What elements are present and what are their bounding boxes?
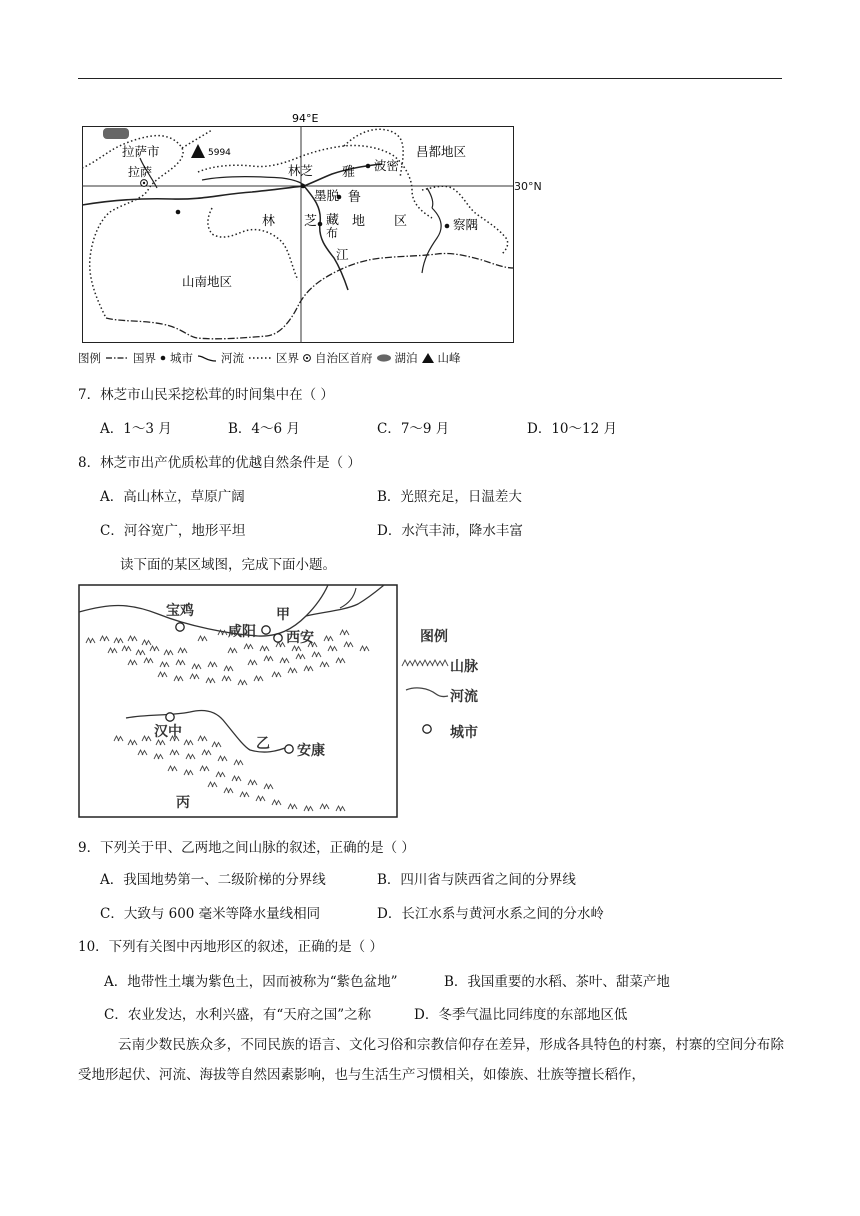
lat-label: 30°N (514, 180, 542, 193)
q8-option-d[interactable]: D．水汽丰沛，降水丰富 (377, 523, 523, 539)
q9-option-b[interactable]: B．四川省与陕西省之间的分界线 (377, 872, 576, 888)
label-bu: 布 (326, 226, 339, 240)
legend-lake: 湖泊 (394, 351, 418, 365)
legend-peak: 山峰 (437, 351, 461, 365)
label-zayu: 察隅 (453, 217, 479, 232)
label-medog: 墨脱 (314, 188, 340, 203)
label-xian: 西安 (286, 630, 314, 646)
q7-option-a[interactable]: A．1～3 月 (100, 421, 172, 437)
city-nyingchi-dot (301, 184, 306, 189)
q7-stem: 7．林芝市山民采挖松茸的时间集中在（ ） (78, 387, 334, 403)
label-lu: 鲁 (348, 190, 362, 205)
label-ya: 雅 (342, 165, 356, 180)
legend-river: 河流 (221, 351, 244, 365)
mountain-legend-icon (400, 656, 450, 668)
q7-option-b[interactable]: B．4～6 月 (228, 421, 300, 437)
city-zayu-dot (445, 224, 450, 229)
passage-yunnan: 云南少数民族众多，不同民族的语言、文化习俗和宗教信仰存在差异，形成各具特色的村寨，村寨的空间分布除受地形起伏、河流、海拔等自然因素影响，也与生活生产习惯相关，如傣族、壮族等擅长稻作， (78, 1037, 784, 1083)
label-zang: 藏 (326, 213, 340, 228)
river-legend-icon (404, 684, 450, 700)
label-bomi: 波密 (374, 158, 400, 173)
label-lhasa: 拉萨 (128, 165, 153, 179)
q7-option-c[interactable]: C．7～9 月 (377, 421, 450, 437)
city-xianyang-icon (262, 626, 270, 634)
legend-border: 国界 (133, 351, 156, 365)
city-hanzhong-icon (166, 713, 174, 721)
q10-option-c[interactable]: C．农业发达，水利兴盛，有“天府之国”之称 (104, 1007, 372, 1023)
lon-label: 94°E (292, 112, 319, 125)
q10-option-b[interactable]: B．我国重要的水稻、茶叶、甜菜产地 (444, 974, 670, 990)
intro-text: 读下面的某区域图，完成下面小题。 (120, 557, 336, 573)
border-legend-icon (104, 353, 130, 363)
legend-city: 城市 (170, 351, 193, 365)
label-di: 地 (352, 214, 366, 229)
q9-option-d[interactable]: D．长江水系与黄河水系之间的分水岭 (377, 906, 604, 922)
legend-city: 城市 (450, 725, 478, 741)
lake-legend-icon (376, 353, 392, 363)
peak-value: 5994 (208, 148, 231, 158)
capital-legend-icon (302, 353, 312, 363)
header-rule (78, 78, 782, 79)
label-lin: 林 (262, 214, 276, 229)
q9-option-a[interactable]: A．我国地势第一、二级阶梯的分界线 (100, 872, 326, 888)
label-jiang: 江 (336, 247, 349, 262)
map-qinling (78, 584, 398, 818)
legend-capital: 自治区首府 (315, 351, 373, 365)
q9-option-c[interactable]: C．大致与 600 毫米等降水量线相同 (100, 906, 321, 922)
label-ankang: 安康 (297, 743, 325, 759)
q10-stem: 10．下列有关图中丙地形区的叙述，正确的是（ ） (78, 939, 383, 955)
label-nyingchi: 林芝 (288, 163, 314, 178)
q10-option-d[interactable]: D．冬季气温比同纬度的东部地区低 (414, 1007, 628, 1023)
lake-icon (103, 128, 129, 139)
map2-legend (400, 622, 510, 752)
label-xianyang: 咸阳 (228, 624, 256, 640)
city-legend-icon (159, 353, 167, 363)
q10-option-a[interactable]: A．地带性土壤为紫色土，因而被称为“紫色盆地” (104, 974, 398, 990)
city-xian-icon (274, 634, 282, 642)
peak-icon (191, 144, 205, 158)
city-bomi-dot (366, 164, 371, 169)
river-wei (79, 585, 328, 636)
label-yi: 乙 (256, 736, 270, 752)
legend-mountain: 山脉 (450, 659, 478, 675)
city-baoji-icon (176, 623, 184, 631)
district-legend-icon (247, 353, 273, 363)
legend-title: 图例 (420, 629, 448, 645)
label-qu: 区 (394, 214, 408, 229)
city-ankang-icon (285, 745, 293, 753)
legend-river: 河流 (450, 689, 478, 705)
q8-option-b[interactable]: B．光照充足，日温差大 (377, 489, 522, 505)
legend-district: 区界 (276, 351, 299, 365)
label-qamdo: 昌都地区 (416, 144, 467, 159)
q9-stem: 9．下列关于甲、乙两地之间山脉的叙述，正确的是（ ） (78, 840, 415, 856)
label-jia: 甲 (276, 607, 290, 623)
q8-option-c[interactable]: C．河谷宽广，地形平坦 (100, 523, 246, 539)
q7-option-d[interactable]: D．10～12 月 (527, 421, 617, 437)
city-legend-icon (420, 722, 434, 736)
river-legend-icon (196, 353, 218, 363)
label-hanzhong: 汉中 (154, 724, 182, 740)
map1-legend (78, 350, 461, 366)
peak-legend-icon (421, 352, 435, 364)
label-lhasa-city: 拉萨市 (122, 144, 160, 159)
river-nyang (202, 177, 304, 186)
label-shannan: 山南地区 (182, 274, 233, 289)
city-icon (176, 210, 181, 215)
q8-option-a[interactable]: A．高山林立，草原广阔 (100, 489, 245, 505)
label-bing: 丙 (176, 795, 190, 811)
legend-title: 图例 (78, 351, 101, 365)
map-nyingchi (82, 108, 514, 343)
label-baoji: 宝鸡 (166, 603, 194, 619)
label-zhi: 芝 (304, 214, 318, 229)
q8-stem: 8．林芝市出产优质松茸的优越自然条件是（ ） (78, 455, 361, 471)
